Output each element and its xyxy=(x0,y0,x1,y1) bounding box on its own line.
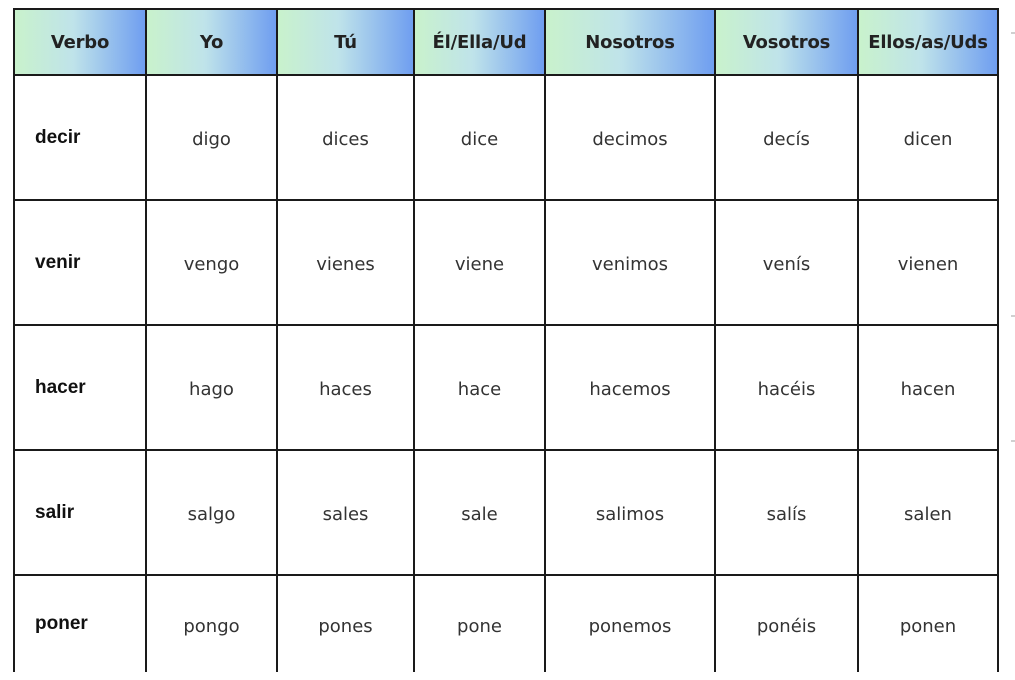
form-cell xyxy=(715,575,858,672)
verb-cell: salir xyxy=(14,450,146,575)
header-tu: Tú xyxy=(277,9,414,75)
form-text: salen xyxy=(904,504,952,525)
form-text: vienen xyxy=(897,254,959,275)
form-cell xyxy=(858,200,998,325)
conjugation-table xyxy=(13,8,999,672)
form-cell xyxy=(858,450,998,575)
form-text: dicen xyxy=(903,129,953,150)
form-cell xyxy=(414,75,545,200)
table-row xyxy=(14,450,998,575)
form-cell xyxy=(146,325,277,450)
edge-tick xyxy=(1011,315,1015,317)
form-cell xyxy=(545,575,715,672)
form-text: hace xyxy=(457,379,502,400)
form-text: vienes xyxy=(316,254,375,275)
edge-tick xyxy=(1011,440,1015,442)
form-text: pongo xyxy=(183,615,240,637)
form-text: venimos xyxy=(591,254,669,275)
form-cell xyxy=(414,325,545,450)
form-text: pones xyxy=(318,615,373,637)
form-text: dices xyxy=(322,129,369,150)
form-text: haces xyxy=(319,379,372,400)
header-row xyxy=(14,9,998,75)
table-row xyxy=(14,75,998,200)
form-cell xyxy=(858,75,998,200)
form-cell xyxy=(277,200,414,325)
table-row xyxy=(14,200,998,325)
form-cell xyxy=(277,575,414,672)
form-text: dice xyxy=(460,129,499,150)
header-ellos-as-uds: Ellos/as/Uds xyxy=(858,9,998,75)
form-cell xyxy=(545,200,715,325)
form-cell xyxy=(414,575,545,672)
form-cell xyxy=(146,450,277,575)
form-text: viene xyxy=(454,254,505,275)
edge-tick xyxy=(1011,32,1015,34)
verb-cell: venir xyxy=(14,200,146,325)
form-text: ponemos xyxy=(588,615,672,637)
form-text: salgo xyxy=(187,504,236,525)
form-cell xyxy=(414,450,545,575)
form-text: decís xyxy=(763,129,810,150)
header-el-ella-ud: Él/Ella/Ud xyxy=(414,9,545,75)
form-cell xyxy=(146,75,277,200)
form-cell xyxy=(277,325,414,450)
form-text: venís xyxy=(762,254,811,275)
form-text: hago xyxy=(189,379,234,400)
form-text: salís xyxy=(766,504,807,525)
form-cell xyxy=(545,325,715,450)
form-cell xyxy=(414,200,545,325)
table-row xyxy=(14,575,998,672)
form-cell xyxy=(858,325,998,450)
verb-cell: poner xyxy=(14,575,146,672)
form-text: digo xyxy=(192,129,231,150)
form-text: salimos xyxy=(595,504,665,525)
form-cell xyxy=(715,75,858,200)
form-text: vengo xyxy=(183,254,240,275)
form-cell xyxy=(545,450,715,575)
form-text: hacemos xyxy=(589,379,671,400)
form-cell xyxy=(277,450,414,575)
form-cell xyxy=(146,200,277,325)
form-cell xyxy=(277,75,414,200)
table-row xyxy=(14,325,998,450)
form-cell xyxy=(858,575,998,672)
form-text: sales xyxy=(322,504,369,525)
form-text: sale xyxy=(461,504,498,525)
header-yo: Yo xyxy=(146,9,277,75)
form-text: decimos xyxy=(592,129,668,150)
verb-cell: hacer xyxy=(14,325,146,450)
form-cell xyxy=(715,325,858,450)
form-text: hacen xyxy=(900,379,956,400)
form-cell xyxy=(545,75,715,200)
form-text: hacéis xyxy=(757,379,816,400)
verb-cell: decir xyxy=(14,75,146,200)
form-text: ponen xyxy=(899,615,957,637)
header-nosotros: Nosotros xyxy=(545,9,715,75)
header-vosotros: Vosotros xyxy=(715,9,858,75)
form-cell xyxy=(715,200,858,325)
header-verbo: Verbo xyxy=(14,9,146,75)
form-cell xyxy=(146,575,277,672)
form-text: pone xyxy=(457,615,502,637)
form-cell xyxy=(715,450,858,575)
form-text: ponéis xyxy=(756,615,817,637)
